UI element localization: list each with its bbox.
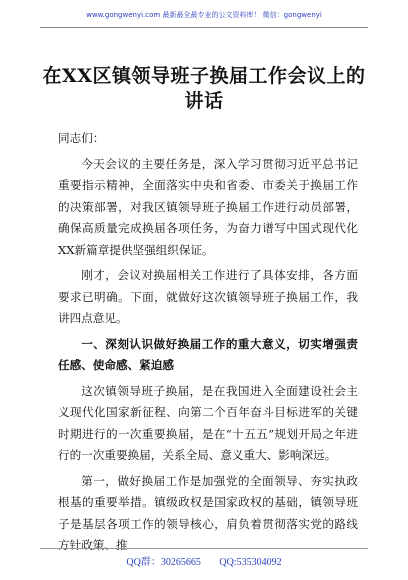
paragraph: 今天会议的主要任务是，深入学习贯彻习近平总书记重要指示精神，全面落实中央和省委、市委关于换届工作的决策部署，对我区镇领导班子换届工作进行动员部署，确保高质量完成换届各项任务，为奋力谱写中国式现代化XX新篇章提供坚强组织保证。	[58, 156, 358, 257]
salutation: 同志们：	[58, 131, 105, 145]
header-divider	[40, 27, 368, 28]
document-body	[58, 128, 358, 561]
qq-group-text: QQ群：30265665	[126, 557, 201, 568]
paragraph: 这次镇领导班子换届，是在我国进入全面建设社会主义现代化国家新征程、向第二个百年奋斗目标进军的关键时期进行的一次重要换届，是在“十五五”规划开局之年进行的一次重要换届，关系全局、意义重大、影响深远。	[58, 383, 358, 462]
document-title: 在XX区镇领导班子换届工作会议上的讲话	[42, 65, 366, 112]
footer-divider	[40, 548, 368, 549]
qq-text: QQ:535304092	[219, 557, 282, 568]
paragraph: 第一，做好换届工作是加强党的全面领导、夯实执政根基的重要举措。镇级政权是国家政权的基础，镇领导班子是基层各项工作的领导核心，肩负着贯彻落实党的路线方针政策、推	[58, 473, 358, 552]
page-header[interactable]: www.gongwenyi.com 最新最全最专业的公文资料库！ 微信：gongwenyi	[86, 11, 322, 19]
page-footer	[0, 553, 408, 568]
section-heading: 一、深刻认识做好换届工作的重大意义，切实增强责任感、使命感、紧迫感	[58, 336, 358, 372]
paragraph: 刚才，会议对换届相关工作进行了具体安排，各方面要求已明确。下面，就做好这次镇领导班子换届工作，我讲四点意见。	[58, 268, 358, 325]
